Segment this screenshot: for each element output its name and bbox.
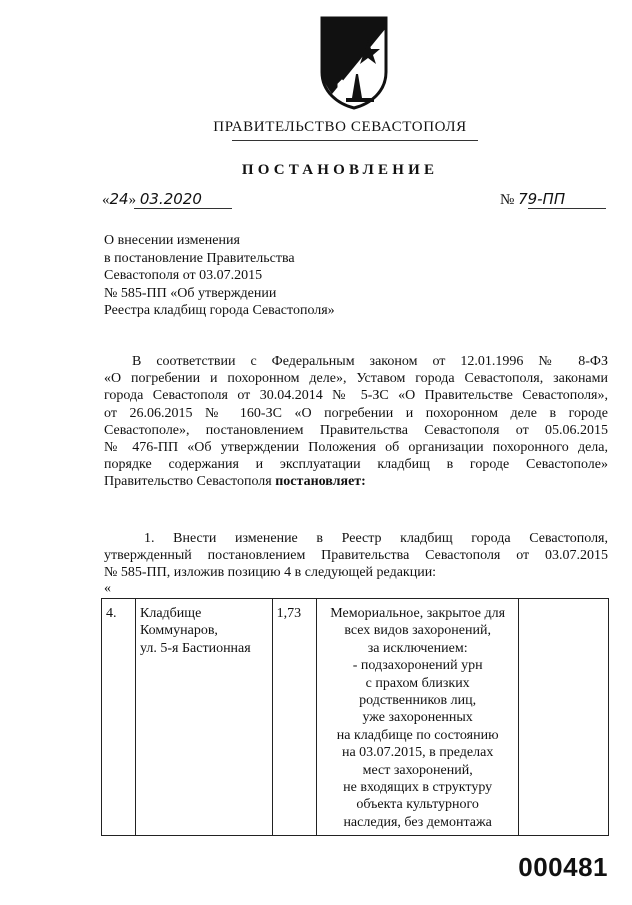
government-name: ПРАВИТЕЛЬСТВО СЕВАСТОПОЛЯ [213,119,467,135]
number-underline [528,208,606,209]
date-day: 24 [109,190,129,208]
paragraph-line: В соответствии с Федеральным законом от 12.01.1996 № 8-ФЗ [132,354,608,369]
document-type: ПОСТАНОВЛЕНИЕ [241,162,439,178]
status-line: не входящих в структуру [343,780,493,796]
registry-entry-table [101,598,609,836]
status-line: с прахом близких [365,675,470,691]
table-row [102,599,609,836]
document-number [500,190,565,209]
status-line: на 03.07.2015, в пределах [341,745,494,761]
row-number: 4. [102,599,136,836]
preamble-paragraph [104,353,608,491]
subject-line: О внесении изменения [104,233,240,248]
subject-line: Реестра кладбищ города Севастополя» [104,303,335,318]
header-divider [232,140,478,141]
status-line: - подзахоронений урн [352,658,483,674]
cemetery-name-line: ул. 5-я Бастионная [140,640,251,656]
paragraph-line: № 476-ПП «Об утверждении Положения об организации похоронного дела, [104,440,608,456]
paragraph-line: города Севастополя от 30.04.2014 № 5-ЗС «О Правительстве Севастополя», [104,388,608,404]
status-line: родственников лиц, [359,693,477,709]
quote-open: « [104,581,111,596]
resolution-subject: Правительство Севастополя [104,474,276,490]
status-line: наследия, без демонтажа [343,814,492,830]
cemetery-status [316,599,518,836]
cemetery-name-line: Кладбище [140,606,202,621]
coat-of-arms-icon [318,14,390,110]
cemetery-extra [519,599,609,836]
status-line: Мемориальное, закрытое для [330,606,506,621]
cemetery-name [136,599,273,836]
number-prefix: № [500,192,515,208]
date-close-quote: » [128,192,137,208]
document-subject [104,232,335,320]
cemetery-name-line: Коммунаров, [140,623,218,639]
subject-line: в постановление Правительства [104,250,295,266]
subject-line: Севастополя от 03.07.2015 [104,268,263,283]
document-date [102,190,202,209]
item-1-paragraph [104,530,608,582]
status-line: мест захоронений, [362,762,473,778]
paragraph-line: 1. Внести изменение в Реестр кладбищ города Севастополя, [144,531,608,546]
serial-number: 000481 [518,852,608,882]
paragraph-line: Севастополе», постановлением Правительства Севастополя от 05.06.2015 [104,422,608,438]
resolution-verb: постановляет: [275,474,366,490]
status-line: на кладбище по состоянию [336,727,499,743]
cemetery-area: 1,73 [272,599,316,836]
date-month-year: 03.2020 [139,190,202,208]
status-line: объекта культурного [356,797,479,813]
paragraph-line [104,473,608,490]
number-value: 79-ПП [518,190,566,208]
paragraph-line: от 26.06.2015 № 160-ЗС «О погребении и похоронном деле в городе [104,405,608,421]
paragraph-line: № 585-ПП, изложив позицию 4 в следующей редакции: [104,565,437,581]
paragraph-line: порядке содержания и эксплуатации кладбищ в городе Севастополе» [104,457,608,473]
date-underline [134,208,232,209]
status-line: уже захороненных [362,710,473,726]
paragraph-line: утвержденный постановлением Правительства Севастополя от 03.07.2015 [104,548,608,564]
status-line: за исключением: [367,640,468,656]
paragraph-line: «О погребении и похоронном деле», Уставом города Севастополя, законами [104,371,608,387]
date-open-quote: « [102,192,110,208]
subject-line: № 585-ПП «Об утверждении [104,285,277,301]
status-line: всех видов захоронений, [344,623,491,639]
